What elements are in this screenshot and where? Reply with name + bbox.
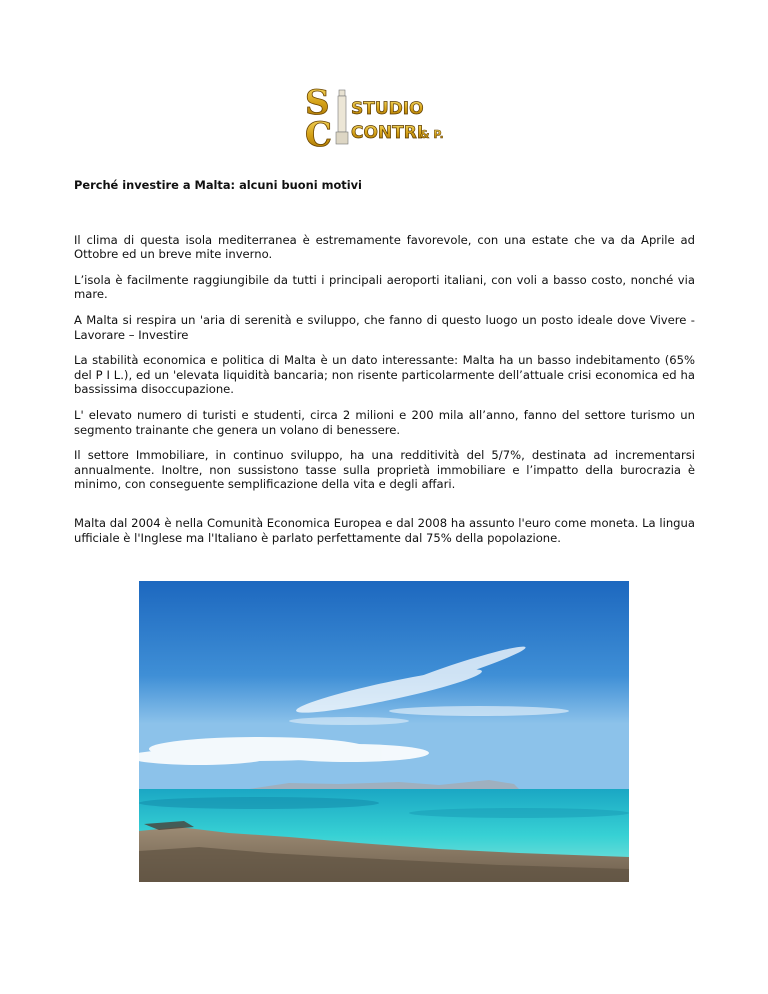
paragraph-atmosphere: A Malta si respira un 'aria di serenità e sviluppo, che fanno di questo luogo un posto ideale dove Vivere - Lavorare – Investire — [74, 312, 695, 342]
paragraph-climate: Il clima di questa isola mediterranea è estremamente favorevole, con una estate che va da Aprile ad Ottobre ed un breve mite inverno. — [74, 232, 695, 262]
document-heading: Perché investire a Malta: alcuni buoni motivi — [74, 178, 362, 192]
coast-image — [139, 581, 629, 882]
tower-icon — [336, 90, 348, 144]
logo-word-contri: CONTRI — [351, 123, 424, 143]
paragraph-real-estate: Il settore Immobiliare, in continuo sviluppo, ha una redditività del 5/7%, destinata ad incrementarsi annualmente. Inoltre, non sussistono tasse sulla proprietà immobiliare e l’impatto della burocrazia è minimo, con conseguente semplificazione della vita e degli affari. — [74, 448, 695, 492]
logo-suffix: & P. — [420, 128, 444, 141]
paragraph-economy: La stabilità economica e politica di Malta è un dato interessante: Malta ha un basso indebitamento (65% del P I L.), ed un 'elevata liquidità bancaria; non risente particolarmente dell’attuale crisi economica ed ha bassissima disoccupazione. — [74, 353, 695, 397]
paragraph-access: L’isola è facilmente raggiungibile da tutti i principali aeroporti italiani, con voli a basso costo, nonché via mare. — [74, 272, 695, 302]
monogram-c: C — [305, 115, 333, 148]
studio-contri-logo — [303, 84, 463, 148]
malta-coast-photo — [139, 581, 629, 882]
logo-word-studio: STUDIO — [351, 99, 424, 119]
document-body — [74, 178, 695, 545]
paragraph-eu-language: Malta dal 2004 è nella Comunità Economica Europea e dal 2008 ha assunto l'euro come moneta. La lingua ufficiale è l'Inglese ma l'Italiano è parlato perfettamente dal 75% della popolazione. — [74, 515, 695, 545]
paragraph-tourism: L' elevato numero di turisti e studenti, circa 2 milioni e 200 mila all’anno, fanno del settore turismo un segmento trainante che genera un volano di benessere. — [74, 407, 695, 437]
monogram-s: S — [305, 84, 330, 123]
logo-graphic — [303, 84, 463, 148]
